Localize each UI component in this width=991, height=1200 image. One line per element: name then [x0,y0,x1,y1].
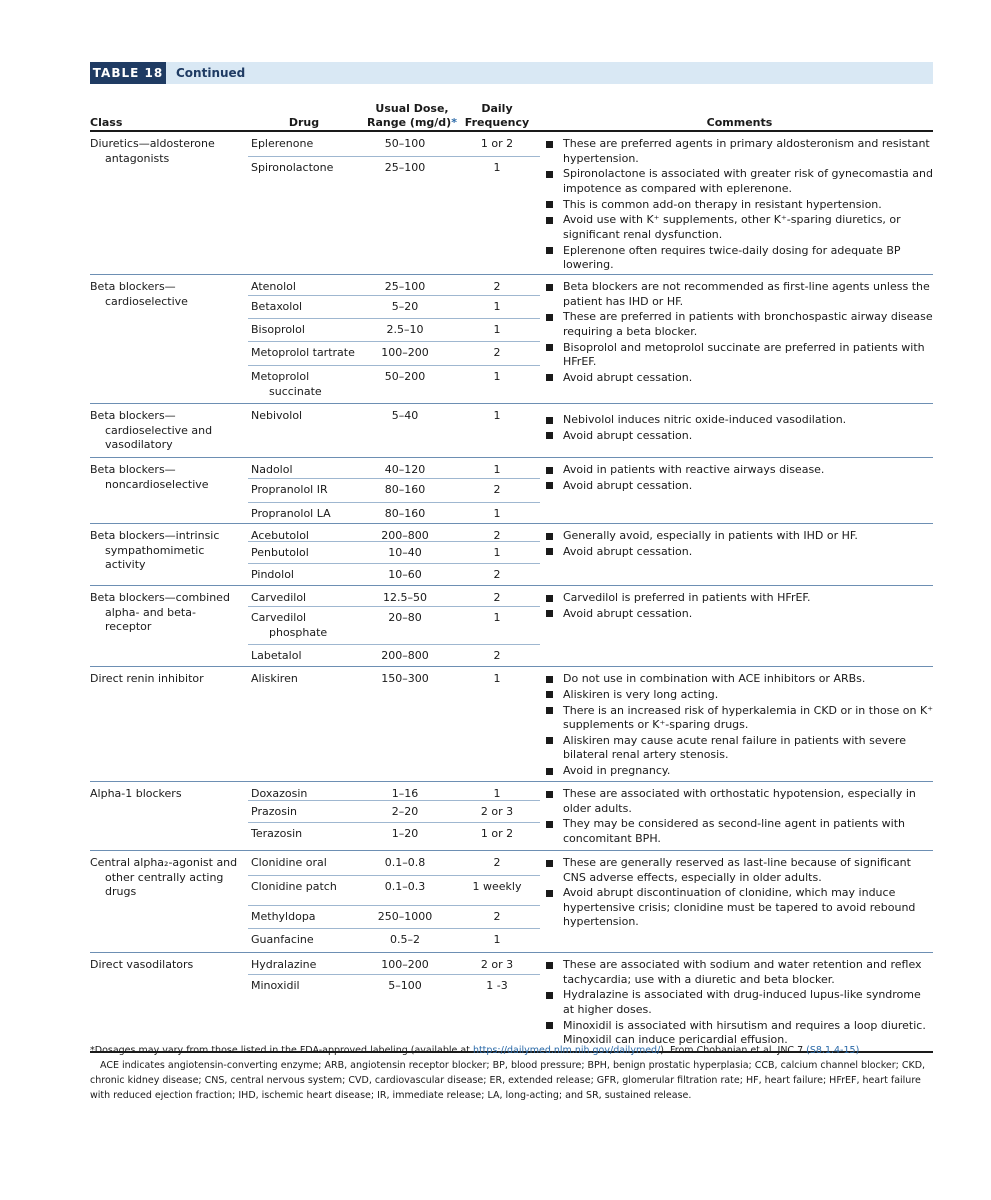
drug-row [248,318,540,342]
drug-class-group [90,524,933,586]
comment-bullet: Avoid abrupt cessation. [546,479,933,494]
drug-name-line: Metoprolol tartrate [251,346,355,359]
table-body [90,132,933,1051]
daily-frequency: 1 [493,409,501,422]
comment-bullet: Do not use in combination with ACE inhibitors or ARBs. [546,672,933,687]
comment-bullet: Nebivolol induces nitric oxide-induced vasodilation. [546,413,933,428]
drug-name [251,856,327,871]
header-dose-line2: Range (mg/d) [367,116,452,129]
comments-list [546,958,933,1049]
drug-name [251,672,298,687]
daily-frequency: 1 [493,323,501,336]
drug-class-name [90,463,240,492]
comment-bullet: Generally avoid, especially in patients with IHD or HF. [546,529,933,544]
daily-frequency: 2 or 3 [480,958,514,971]
drug-name-line: Atenolol [251,280,296,293]
comments-list [546,137,933,274]
comment-bullet: Avoid abrupt cessation. [546,371,933,386]
drug-name [251,161,333,176]
dose-range: 10–60 [388,568,422,581]
footnote-text-c: . [859,1045,863,1056]
table-tag: TABLE 18 [90,62,166,84]
comment-bullet: Avoid abrupt cessation. [546,545,933,560]
drug-name-line: Guanfacine [251,933,314,946]
drug-class-line: Beta blockers— [90,463,176,476]
daily-frequency: 1 [493,507,501,520]
dose-range: 25–100 [384,280,426,293]
daily-frequency: 1 [493,463,501,476]
dose-range: 1–16 [391,787,419,800]
dose-range: 150–300 [381,672,429,685]
daily-frequency: 2 or 3 [480,805,514,818]
drug-class-line: alpha- and beta-receptor [105,605,196,633]
comment-bullet: Aliskiren may cause acute renal failure in patients with severe bilateral renal artery stenosis. [546,734,933,763]
drug-class-line: sympathomimetic activity [105,543,205,571]
drug-name [251,483,328,498]
drug-class-line: Direct vasodilators [90,958,194,971]
drug-row [248,563,540,585]
drug-class-name [90,672,240,687]
drug-class-line: vasodilatory [105,438,173,451]
drug-class-line: other centrally acting [105,870,224,884]
dose-range: 0.1–0.8 [384,856,426,869]
drug-class-line: Diuretics—aldosterone [90,137,215,150]
daily-frequency: 2 [493,529,501,542]
drug-row [248,275,540,296]
dose-range: 0.5–2 [390,933,420,946]
drug-name-line: Betaxolol [251,300,303,313]
drug-row [248,458,540,479]
drug-name [251,409,302,424]
daily-frequency: 1 or 2 [480,137,514,150]
drug-name [251,370,322,399]
dose-range: 5–20 [391,300,419,313]
drug-row [248,586,540,607]
comment-bullet: These are associated with sodium and water retention and reflex tachycardia; use with a diuretic and beta blocker. [546,958,933,987]
drug-class-group [90,404,933,458]
drug-name [251,979,300,994]
dose-range: 0.1–0.3 [384,880,426,893]
comment-bullet: These are generally reserved as last-line because of significant CNS adverse effects, especially in older adults. [546,856,933,885]
drug-name [251,507,331,522]
drug-row [248,524,540,542]
drug-class-line: Direct renin inhibitor [90,672,204,685]
drug-name-line: Minoxidil [251,979,300,992]
footnote-dosage [90,1043,933,1058]
daily-frequency: 2 [493,591,501,604]
daily-frequency: 1 [493,933,501,946]
drug-name [251,880,337,895]
drug-name [251,568,294,583]
drug-name-line: Eplerenone [251,137,314,150]
drug-name-line: Propranolol IR [251,483,328,496]
drug-class-line: cardioselective [105,294,188,308]
header-freq-line2: Frequency [464,116,530,129]
drug-name-line: Clonidine patch [251,880,337,893]
table-footnotes [90,1043,933,1103]
daily-frequency: 1 -3 [486,979,508,992]
table-container [90,62,933,1053]
drug-class-line: Beta blockers— [90,409,176,422]
dose-range: 25–100 [384,161,426,174]
header-drug: Drug [288,116,320,129]
comment-bullet: Avoid abrupt cessation. [546,607,933,622]
drug-class-name [90,137,240,166]
drug-class-line: noncardioselective [105,477,209,491]
comment-bullet: Avoid in patients with reactive airways disease. [546,463,933,478]
dose-range: 250–1000 [377,910,433,923]
drug-class-name [90,856,240,900]
dose-range: 2.5–10 [386,323,424,336]
drug-class-line: Beta blockers— [90,280,176,293]
drug-name [251,591,306,606]
drug-name-line: Nadolol [251,463,293,476]
drug-row [248,341,540,366]
header-class: Class [90,116,123,129]
comment-bullet: Aliskiren is very long acting. [546,688,933,703]
drug-class-line: Beta blockers—intrinsic [90,529,220,542]
drug-name-line: Hydralazine [251,958,317,971]
drug-class-group [90,851,933,953]
drug-row [248,606,540,645]
drug-name-line: Carvedilol [251,591,307,604]
drug-name [251,805,297,820]
comments-list [546,280,933,387]
drug-name-line: Propranolol LA [251,507,331,520]
drug-class-group [90,953,933,1051]
dose-range: 12.5–50 [383,591,427,604]
drug-name [251,649,302,664]
drug-name [251,827,302,842]
daily-frequency: 2 [493,910,501,923]
daily-frequency: 1 [493,161,501,174]
comment-bullet: Beta blockers are not recommended as first-line agents unless the patient has IHD or HF. [546,280,933,309]
dose-range: 10–40 [388,546,422,559]
daily-frequency: 2 [493,346,501,359]
drug-name [251,546,309,561]
drug-row [248,667,540,781]
daily-frequency: 1 [493,611,501,624]
drug-name [251,611,327,640]
drug-row [248,905,540,929]
comment-bullet: These are preferred in patients with bronchospastic airway disease requiring a beta blocker. [546,310,933,339]
drug-class-group [90,132,933,275]
comment-bullet: These are preferred agents in primary aldosteronism and resistant hypertension. [546,137,933,166]
drug-row [248,875,540,906]
comment-bullet: This is common add-on therapy in resistant hypertension. [546,198,933,213]
daily-frequency: 1 [493,672,501,685]
drug-name [251,910,316,925]
drug-class-group [90,458,933,524]
drug-name-line: Aliskiren [251,672,298,685]
drug-row [248,928,540,952]
comment-bullet: Eplerenone often requires twice-daily dosing for adequate BP lowering. [546,244,933,273]
drug-row [248,822,540,850]
comment-bullet: Avoid in pregnancy. [546,764,933,779]
dose-range: 80–160 [384,507,426,520]
drug-class-line: Central alpha₂-agonist and [90,856,238,869]
daily-frequency: 2 [493,280,501,293]
comments-list [546,591,933,623]
dose-range: 80–160 [384,483,426,496]
dose-range: 200–800 [381,649,429,662]
footnote-text-a: *Dosages may vary from those listed in the FDA-approved labeling (available at [90,1045,473,1056]
dose-range: 5–40 [391,409,419,422]
drug-name-line: Carvedilol [251,611,307,624]
dose-range: 100–200 [381,346,429,359]
dose-range: 40–120 [384,463,426,476]
comments-list [546,787,933,848]
comment-bullet: Avoid abrupt discontinuation of clonidine, which may induce hypertensive crisis; clonidine must be tapered to avoid rebound hypertension. [546,886,933,930]
comment-bullet: Hydralazine is associated with drug-induced lupus-like syndrome at higher doses. [546,988,933,1017]
table-continued-label: Continued [176,66,246,80]
drug-row [248,800,540,823]
drug-class-line: Alpha-1 blockers [90,787,182,800]
drug-name-line: Spironolactone [251,161,334,174]
drug-class-name [90,409,240,453]
drug-name-line: Pindolol [251,568,294,581]
footnote-text-b: ). From Chobanian et al. JNC 7 [660,1045,807,1056]
dose-range: 5–100 [388,979,422,992]
daily-frequency: 2 [493,649,501,662]
footnote-abbreviations: ACE indicates angiotensin-converting enzyme; ARB, angiotensin receptor blocker; BP, blood pressure; BPH, benign prostatic hyperplasia; CCB, calcium channel blocker; CKD, chronic kidney disease; CNS, central nervous system; CVD, cardiovascular disease; ER, extended release; GFR, glomerular filtration rate; HF, heart failure; HFrEF, heart failure with reduced ejection fraction; IHD, ischemic heart disease; IR, immediate release; LA, long-acting; and SR, sustained release. [90,1060,926,1101]
table-header [90,94,933,132]
drug-name [251,300,302,315]
header-freq-line1: Daily [481,102,513,115]
comment-bullet: Avoid use with K⁺ supplements, other K⁺-sparing diuretics, or significant renal dysfunction. [546,213,933,242]
drug-name-line: Penbutolol [251,546,309,559]
drug-name [251,137,313,152]
drug-class-group [90,586,933,667]
drug-name-line: Bisoprolol [251,323,305,336]
table-title-bar [90,62,933,84]
drug-name [251,958,316,973]
dose-range: 100–200 [381,958,429,971]
dose-range: 20–80 [388,611,422,624]
drug-class-line: Beta blockers—combined [90,591,230,604]
drug-name-line: Prazosin [251,805,297,818]
comments-list [546,856,933,931]
drug-name-line: Labetalol [251,649,302,662]
comments-list [546,529,933,561]
daily-frequency: 2 [493,856,501,869]
comment-bullet: These are associated with orthostatic hypotension, especially in older adults. [546,787,933,816]
daily-frequency: 1 [493,370,501,383]
drug-class-name [90,280,240,309]
drug-name-line: Metoprolol [251,370,310,383]
comment-bullet: Carvedilol is preferred in patients with HFrEF. [546,591,933,606]
drug-class-name [90,958,240,973]
comment-bullet: There is an increased risk of hyperkalemia in CKD or in those on K⁺ supplements or K⁺-sparing drugs. [546,704,933,733]
dailymed-link[interactable]: https://dailymed.nlm.nih.gov/dailymed/ [472,1045,661,1056]
comments-list [546,463,933,495]
comment-bullet: Avoid abrupt cessation. [546,429,933,444]
drug-row [248,541,540,564]
drug-row [248,156,540,184]
comment-bullet: They may be considered as second-line agent in patients with concomitant BPH. [546,817,933,846]
drug-name [251,463,293,478]
drug-name-line: phosphate [269,625,328,639]
dose-range: 50–200 [384,370,426,383]
dose-range: 200–800 [381,529,429,542]
drug-name-line: succinate [269,384,322,398]
drug-name-line: Terazosin [251,827,303,840]
drug-class-group [90,667,933,782]
drug-name-line: Acebutolol [251,529,309,542]
daily-frequency: 2 [493,568,501,581]
header-dose-line1: Usual Dose, [375,102,449,115]
drug-row [248,365,540,398]
dose-range: 1–20 [391,827,419,840]
drug-row [248,974,540,994]
drug-class-name [90,591,240,635]
drug-row [248,404,540,457]
drug-name [251,280,296,295]
drug-row [248,478,540,503]
drug-class-group [90,782,933,851]
drug-name-line: Doxazosin [251,787,308,800]
drug-row [248,295,540,319]
drug-row [248,953,540,975]
comments-list [546,413,933,445]
comment-bullet: Spironolactone is associated with greater risk of gynecomastia and impotence as compared with eplerenone. [546,167,933,196]
dose-range: 50–100 [384,137,426,150]
drug-row [248,502,540,523]
daily-frequency: 2 [493,483,501,496]
drug-row [248,782,540,801]
drug-row [248,851,540,876]
dose-range: 2–20 [391,805,419,818]
daily-frequency: 1 or 2 [480,827,514,840]
daily-frequency: 1 weekly [472,880,522,893]
drug-class-name [90,787,240,802]
drug-row [248,132,540,157]
reference-link[interactable]: (S8.1.4-15) [806,1045,860,1056]
header-dose-star: * [451,116,457,129]
drug-name [251,933,314,948]
daily-frequency: 1 [493,787,501,800]
drug-name-line: Methyldopa [251,910,316,923]
drug-name-line: Nebivolol [251,409,303,422]
drug-class-line: antagonists [105,151,170,165]
drug-class-line: drugs [105,885,137,898]
comments-list [546,672,933,780]
comment-bullet: Minoxidil is associated with hirsutism and requires a loop diuretic. Minoxidil can induce pericardial effusion. [546,1019,933,1048]
comment-bullet: Bisoprolol and metoprolol succinate are preferred in patients with HFrEF. [546,341,933,370]
header-frequency [454,102,540,130]
drug-name-line: Clonidine oral [251,856,327,869]
daily-frequency: 1 [493,546,501,559]
drug-row [248,644,540,666]
drug-class-line: cardioselective and [105,423,213,437]
drug-name [251,323,305,338]
drug-class-group [90,275,933,404]
drug-class-name [90,529,240,573]
header-comments: Comments [706,116,773,129]
daily-frequency: 1 [493,300,501,313]
